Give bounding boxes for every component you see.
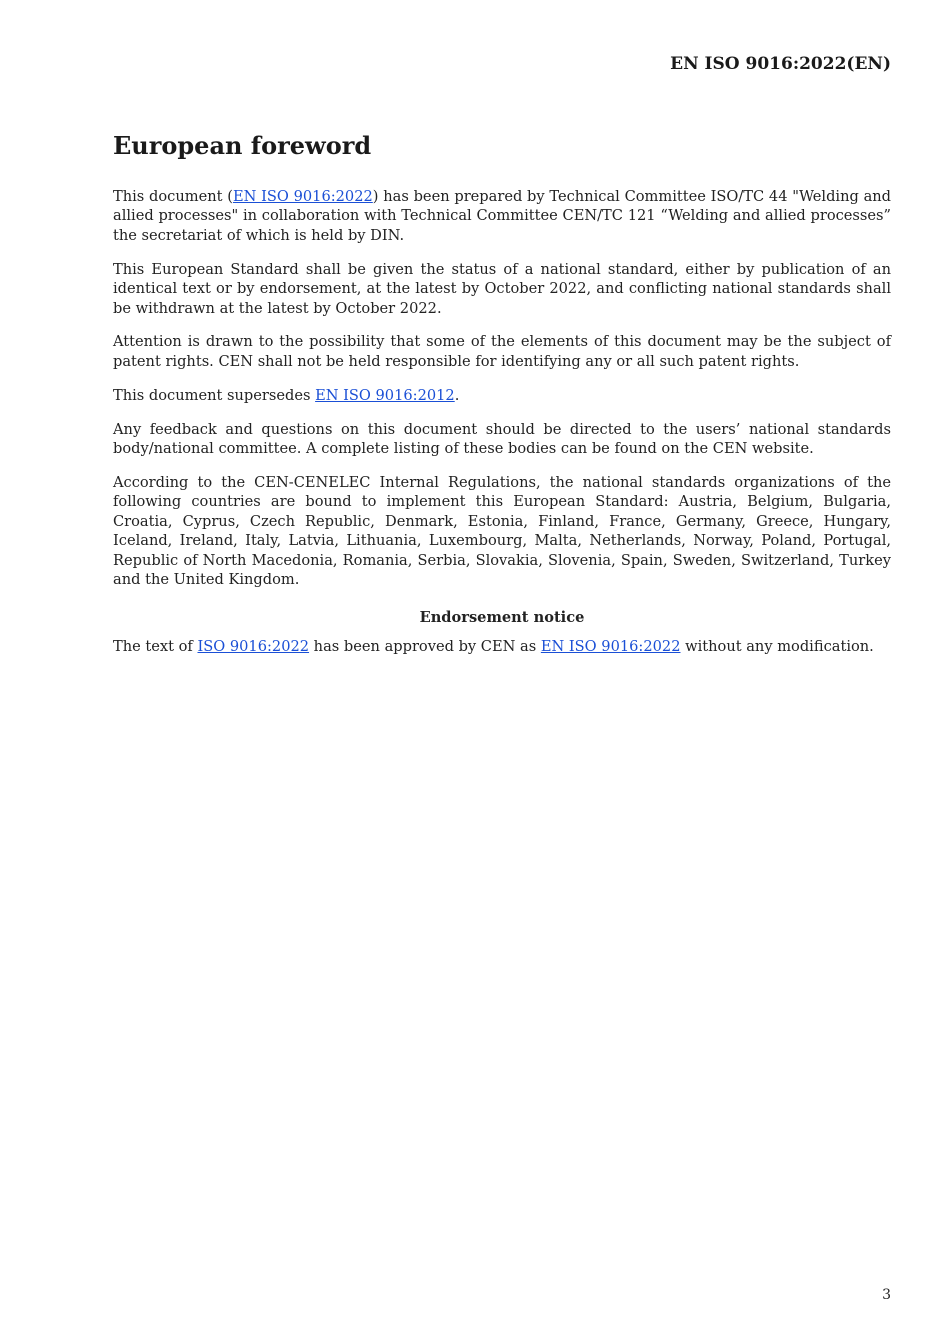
paragraph-prepared-by: This document (EN ISO 9016:2022) has been prepared by Technical Committee ISO/TC 44 "Welding and allied processes" in collaboration with Technical Committee CEN/TC 121 “Welding and allied processes” the secretariat of which is held by DIN. bbox=[113, 188, 892, 244]
page-title: European foreword bbox=[113, 131, 372, 160]
paragraph-feedback: Any feedback and questions on this document should be directed to the users’ national standards body/national committee. A complete listing of these bodies can be found on the CEN website. bbox=[113, 420, 891, 458]
paragraph-supersedes: This document supersedes EN ISO 9016:2012. bbox=[113, 386, 460, 404]
document-id-header: EN ISO 9016:2022(EN) bbox=[670, 54, 891, 74]
iso-9016-2022-link[interactable]: ISO 9016:2022 bbox=[197, 637, 310, 655]
page-number: 3 bbox=[882, 1287, 891, 1303]
foreword-body bbox=[113, 187, 891, 671]
en-iso-9016-2022-link[interactable]: EN ISO 9016:2022 bbox=[232, 188, 373, 205]
en-iso-9016-2012-link[interactable]: EN ISO 9016:2012 bbox=[315, 386, 455, 404]
en-iso-9016-2022-endorsement-link[interactable]: EN ISO 9016:2022 bbox=[540, 637, 681, 655]
paragraph-countries: According to the CEN-CENELEC Internal Regulations, the national standards organizations of the following countries are bound to implement this European Standard: Austria, Belgium, Bulgaria, Croatia, Cyprus, Czech Republic, Denmark, Estonia, Finland, France, Germany, Greece, Hungary, Iceland, Ireland, Italy, Latvia, Lithuania, Luxembourg, Malta, Netherlands, Norway, Poland, Portugal, Republic of North Macedonia, Romania, Serbia, Slovakia, Slovenia, Spain, Sweden, Switzerland, Turkey and the United Kingdom. bbox=[113, 473, 891, 588]
endorsement-notice-heading: Endorsement notice bbox=[419, 609, 585, 627]
paragraph-patent-rights: Attention is drawn to the possibility that some of the elements of this document may be the subject of patent rights. CEN shall not be held responsible for identifying any or all such patent rights. bbox=[113, 333, 891, 370]
paragraph-endorsement: The text of ISO 9016:2022 has been approved by CEN as EN ISO 9016:2022 without any modification. bbox=[113, 637, 874, 655]
paragraph-national-status: This European Standard shall be given the status of a national standard, either by publication of an identical text or by endorsement, at the latest by October 2022, and conflicting national standards shall be withdrawn at the latest by October 2022. bbox=[113, 260, 891, 317]
